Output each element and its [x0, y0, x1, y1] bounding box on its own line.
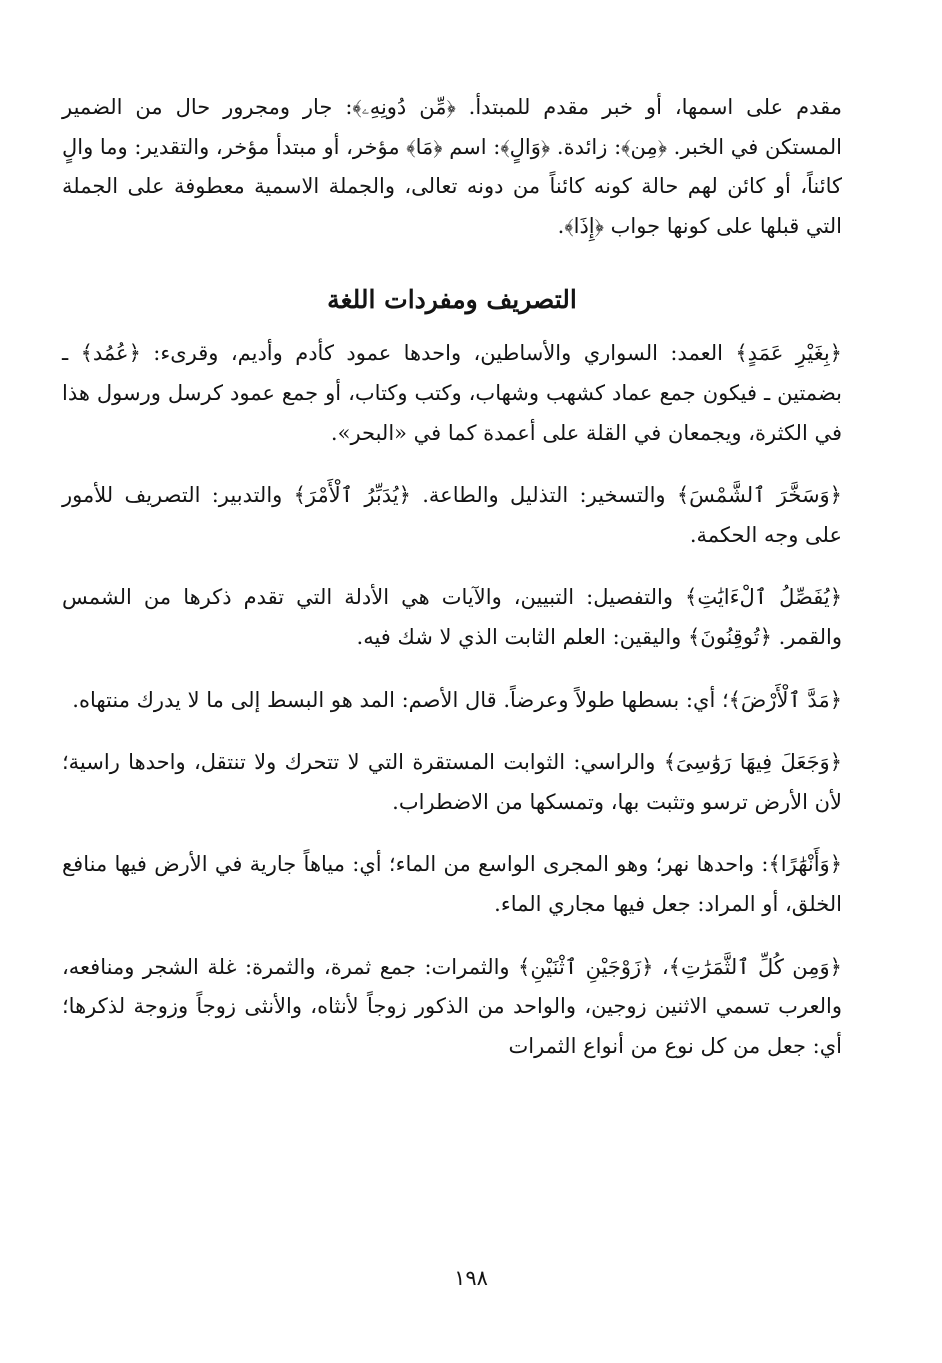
page-number: ١٩٨ — [454, 1266, 488, 1290]
section-heading: التصريف ومفردات اللغة — [327, 285, 577, 315]
paragraph-yufassil: ﴿يُفَصِّلُ ٱلْءَايَٰتِ﴾ والتفصيل: التبيين، والآيات هي الأدلة التي تقدم ذكرها من الشمس والقمر. ﴿تُوقِنُونَ﴾ واليقين: العلم الثابت الذي لا شك فيه. — [62, 585, 842, 649]
paragraph-rawasi: ﴿وَجَعَلَ فِيهَا رَوَٰسِىَ﴾ والراسي: الثوابت المستقرة التي لا تتحرك ولا تنتقل، واحدها راسية؛ لأن الأرض ترسو وتثبت بها، وتمسكها من الاضطراب. — [62, 750, 842, 814]
page-body — [62, 88, 842, 1066]
paragraph-anhar: ﴿وَأَنْهَٰرًا﴾: واحدها نهر؛ وهو المجرى الواسع من الماء؛ أي: مياهاً جارية في الأرض فيها منافع الخلق، أو المراد: جعل فيها مجاري الماء. — [62, 852, 842, 916]
paragraph-madda: ﴿مَدَّ ٱلْأَرْضَ﴾؛ أي: بسطها طولاً وعرضاً. قال الأصم: المد هو البسط إلى ما لا يدرك منتهاه. — [72, 687, 842, 712]
paragraph-sakhkhara: ﴿وَسَخَّرَ ٱلشَّمْسَ﴾ والتسخير: التذليل والطاعة. ﴿يُدَبِّرُ ٱلْأَمْرَ﴾ والتدبير: التصريف للأمور على وجه الحكمة. — [62, 483, 842, 547]
intro-paragraph: مقدم على اسمها، أو خبر مقدم للمبتدأ. ﴿مِّن دُونِهِۦ﴾: جار ومجرور حال من الضمير المستكن في الخبر. ﴿مِن﴾: زائدة. ﴿وَالٍ﴾: اسم ﴿مَا﴾ مؤخر، أو مبتدأ مؤخر، والتقدير: وما والٍ كائناً، أو كائن لهم حالة كونه كائناً من دونه تعالى، والجملة الاسمية معطوفة على الجملة التي قبلها على كونها جواب ﴿إِذَا﴾. — [62, 95, 842, 238]
paragraph-amad: ﴿بِغَيْرِ عَمَدٍ﴾ العمد: السواري والأساطين، واحدها عمود كأدم وأديم، وقرىء: ﴿عُمُد﴾ ـ بضمتين ـ فيكون جمع عماد كشهب وشهاب، وكتب وكتاب، أو جمع عمود كرسل ورسول هذا في الكثرة، ويجمعان في القلة على أعمدة كما في «البحر». — [62, 341, 842, 445]
paragraph-thamarat: ﴿وَمِن كُلِّ ٱلثَّمَرَٰتِ﴾، ﴿زَوْجَيْنِ ٱثْنَيْنِ﴾ والثمرات: جمع ثمرة، والثمرة: غلة الشجر ومنافعه، والعرب تسمي الاثنين زوجين، والواحد من الذكور زوجاً لأنثاه، والأنثى زوجاً وزوجة لذكرها؛ أي: جعل من كل نوع من أنواع الثمرات — [62, 954, 842, 1058]
